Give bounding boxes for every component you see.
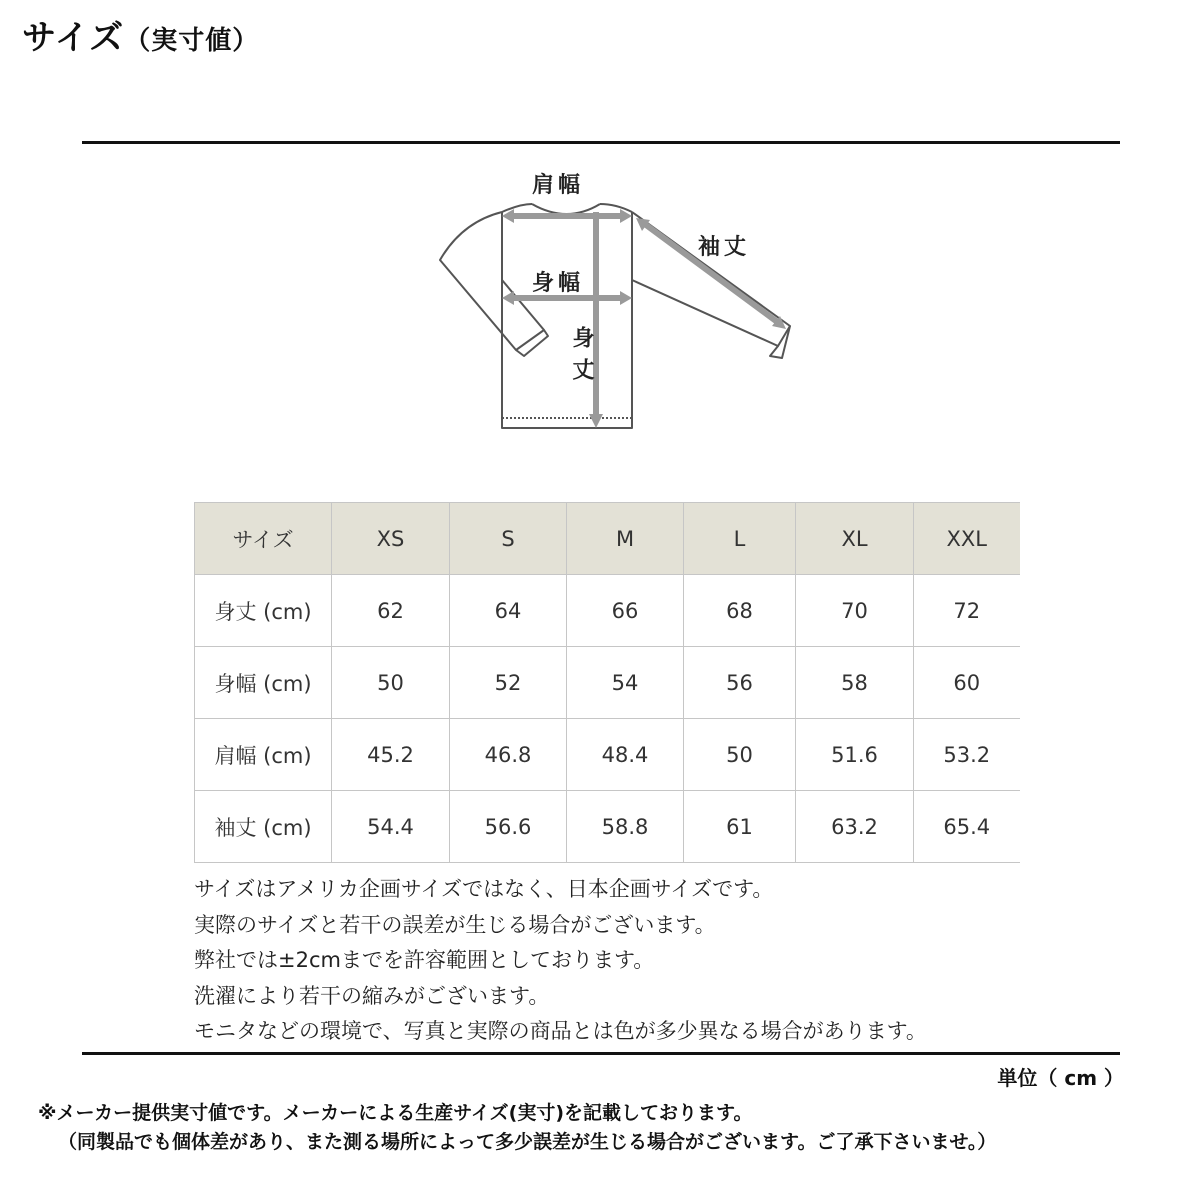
table-cell: 70 <box>796 575 914 647</box>
table-row <box>195 791 1020 863</box>
body-width-label: 身幅 <box>532 271 585 296</box>
footnote-variance: （同製品でも個体差があり、また測る場所によって多少誤差が生じる場合がございます。ご了承下さいませ。） <box>58 1131 997 1153</box>
table-cell: 50 <box>332 647 450 719</box>
page-title-paren: （実寸値） <box>124 26 260 56</box>
table-cell: 56 <box>684 647 796 719</box>
table-cell: 52 <box>450 647 567 719</box>
table-cell: 58.8 <box>567 791 684 863</box>
shoulder-label: 肩幅 <box>532 173 585 198</box>
header-xxl: XXL <box>914 503 1020 575</box>
table-cell: 66 <box>567 575 684 647</box>
table-cell: 46.8 <box>450 719 567 791</box>
note-line: モニタなどの環境で、写真と実際の商品とは色が多少異なる場合があります。 <box>194 1019 927 1043</box>
table-cell: 62 <box>332 575 450 647</box>
row-label-body-length: 身丈 (cm) <box>195 575 332 647</box>
row-label-body-width: 身幅 (cm) <box>195 647 332 719</box>
table-cell: 72 <box>914 575 1020 647</box>
table-cell: 64 <box>450 575 567 647</box>
page-title <box>22 10 259 59</box>
table-cell: 68 <box>684 575 796 647</box>
note-line: 実際のサイズと若干の誤差が生じる場合がございます。 <box>194 912 716 937</box>
table-cell: 63.2 <box>796 791 914 863</box>
header-s: S <box>450 503 567 575</box>
table-cell: 58 <box>796 647 914 719</box>
header-xs: XS <box>332 503 450 575</box>
table-cell: 48.4 <box>567 719 684 791</box>
table-header-row <box>195 503 1020 575</box>
sleeve-label: 袖丈 <box>698 235 751 260</box>
table-cell: 65.4 <box>914 791 1020 863</box>
table-cell: 50 <box>684 719 796 791</box>
table-cell: 53.2 <box>914 719 1020 791</box>
table-row <box>195 647 1020 719</box>
table-cell: 56.6 <box>450 791 567 863</box>
table-cell: 61 <box>684 791 796 863</box>
long-sleeve-shirt-illustration <box>420 160 810 440</box>
table-cell: 60 <box>914 647 1020 719</box>
header-m: M <box>567 503 684 575</box>
table-row <box>195 719 1020 791</box>
top-divider <box>82 141 1120 144</box>
row-label-shoulder-width: 肩幅 (cm) <box>195 719 332 791</box>
header-size: サイズ <box>195 503 332 575</box>
table-cell: 54 <box>567 647 684 719</box>
size-notes <box>194 872 927 1050</box>
unit-label: 単位（ cm ） <box>997 1066 1124 1090</box>
page-title-main: サイズ <box>22 18 125 58</box>
header-l: L <box>684 503 796 575</box>
note-line: 洗濯により若干の縮みがございます。 <box>194 983 550 1008</box>
note-line: サイズはアメリカ企画サイズではなく、日本企画サイズです。 <box>194 877 774 901</box>
table-cell: 54.4 <box>332 791 450 863</box>
bottom-divider <box>82 1052 1120 1055</box>
row-label-sleeve-length: 袖丈 (cm) <box>195 791 332 863</box>
footnote-manufacturer: ※メーカー提供実寸値です。メーカーによる生産サイズ(実寸)を記載しております。 <box>38 1102 753 1124</box>
table-cell: 51.6 <box>796 719 914 791</box>
garment-measurement-diagram <box>420 160 810 440</box>
note-line: 弊社では±2cmまでを許容範囲としております。 <box>194 948 655 972</box>
body-length-label: 身丈 <box>569 326 594 390</box>
header-xl: XL <box>796 503 914 575</box>
table-row <box>195 575 1020 647</box>
table-cell: 45.2 <box>332 719 450 791</box>
size-table <box>194 502 1020 863</box>
